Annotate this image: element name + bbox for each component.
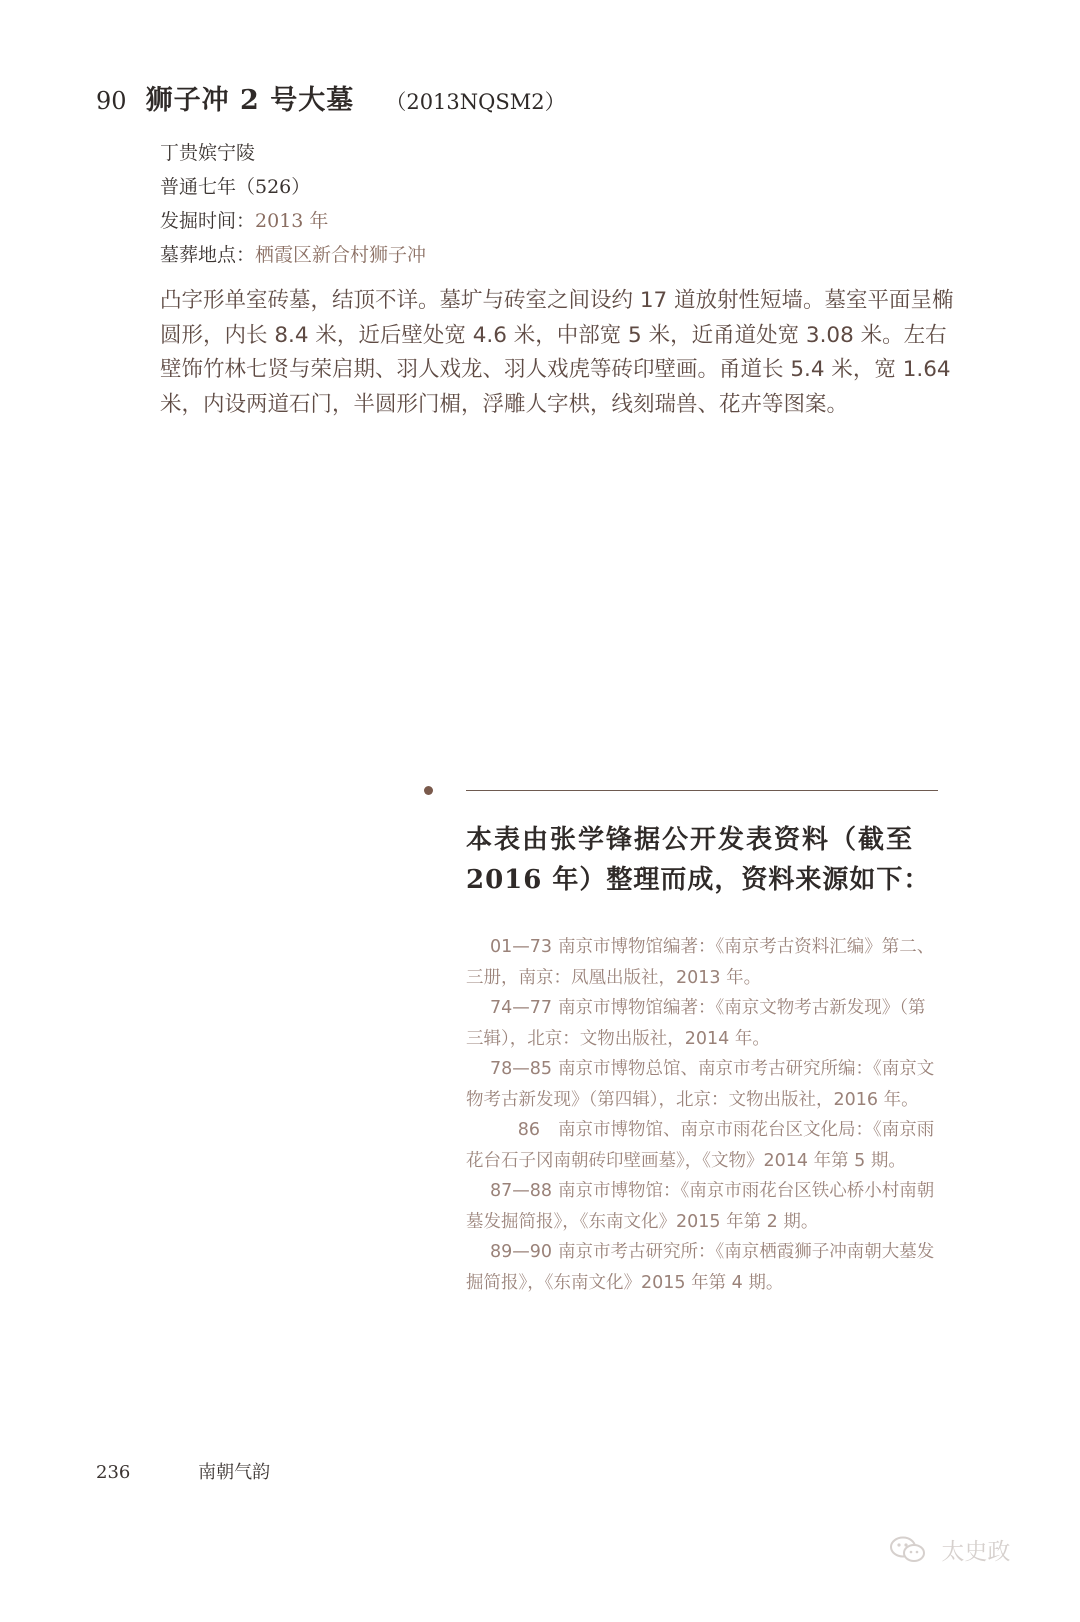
source-range: 01—73 — [490, 937, 553, 957]
entry-meta — [160, 136, 426, 272]
entry-title: 狮子冲 2 号大墓 — [145, 85, 355, 116]
note-bullet-dot — [424, 786, 433, 795]
source-text: 南京市博物馆、南京市雨花台区文化局：《南京雨花台石子冈南朝砖印壁画墓》，《文物》2014 年第 5 期。 — [466, 1120, 935, 1171]
source-item — [466, 1237, 942, 1298]
source-range: 89—90 — [490, 1242, 553, 1262]
meta-excavation-label: 发掘时间： — [160, 210, 256, 232]
source-range: 74—77 — [490, 998, 553, 1018]
source-range: 86 — [517, 1120, 540, 1140]
entry-heading — [96, 78, 566, 117]
meta-location-value: 栖霞区新合村狮子冲 — [255, 244, 427, 266]
meta-location — [160, 238, 426, 272]
watermark — [888, 1533, 1010, 1571]
entry-code: （2013NQSM2） — [385, 90, 566, 114]
entry-description — [160, 284, 960, 422]
book-title: 南朝气韵 — [198, 1462, 271, 1483]
source-item — [466, 1115, 942, 1176]
meta-excavation — [160, 204, 426, 238]
source-item — [466, 932, 942, 993]
source-range: 78—85 — [490, 1059, 553, 1079]
watermark-text: 太史政 — [941, 1539, 1011, 1565]
meta-owner: 丁贵嫔宁陵 — [160, 142, 256, 164]
page-number: 236 — [96, 1462, 131, 1483]
source-text: 南京市博物馆：《南京市雨花台区铁心桥小村南朝墓发掘简报》，《东南文化》2015 年第 2 期。 — [466, 1181, 935, 1232]
note-divider — [466, 790, 938, 791]
source-range: 87—88 — [490, 1181, 553, 1201]
meta-excavation-value: 2013 年 — [255, 210, 329, 232]
source-text: 南京市博物馆编著：《南京考古资料汇编》第二、三册，南京：凤凰出版社，2013 年。 — [466, 937, 935, 988]
source-text: 南京市博物馆编著：《南京文物考古新发现》（第三辑），北京：文物出版社，2014 年。 — [466, 998, 926, 1049]
source-list — [466, 932, 942, 1298]
wechat-icon — [888, 1535, 928, 1571]
source-text: 南京市博物总馆、南京市考古研究所编：《南京文物考古新发现》（第四辑），北京：文物出版社，2016 年。 — [466, 1059, 935, 1110]
note-title — [466, 820, 942, 900]
meta-location-label: 墓葬地点： — [160, 244, 256, 266]
page-footer — [96, 1458, 270, 1484]
source-item — [466, 993, 942, 1054]
source-item — [466, 1176, 942, 1237]
meta-date: 普通七年（526） — [160, 176, 311, 198]
description-text: 凸字形单室砖墓，结顶不详。墓圹与砖室之间设约 17 道放射性短墙。墓室平面呈椭圆形，内长 8.4 米，近后壁处宽 4.6 米，中部宽 5 米，近甬道处宽 3.08 米。左右壁饰竹林七贤与荣启期、羽人戏龙、羽人戏虎等砖印壁画。甬道长 5.4 米，宽 1.64 米，内设两道石门，半圆形门楣，浮雕人字栱，线刻瑞兽、花卉等图案。 — [160, 288, 954, 417]
entry-number: 90 — [96, 87, 127, 115]
source-text: 南京市考古研究所：《南京栖霞狮子冲南朝大墓发掘简报》，《东南文化》2015 年第 4 期。 — [466, 1242, 935, 1293]
note-title-line-2: 2016 年）整理而成，资料来源如下： — [466, 865, 931, 895]
source-item — [466, 1054, 942, 1115]
note-title-line-1: 本表由张学锋据公开发表资料（截至 — [466, 825, 915, 855]
